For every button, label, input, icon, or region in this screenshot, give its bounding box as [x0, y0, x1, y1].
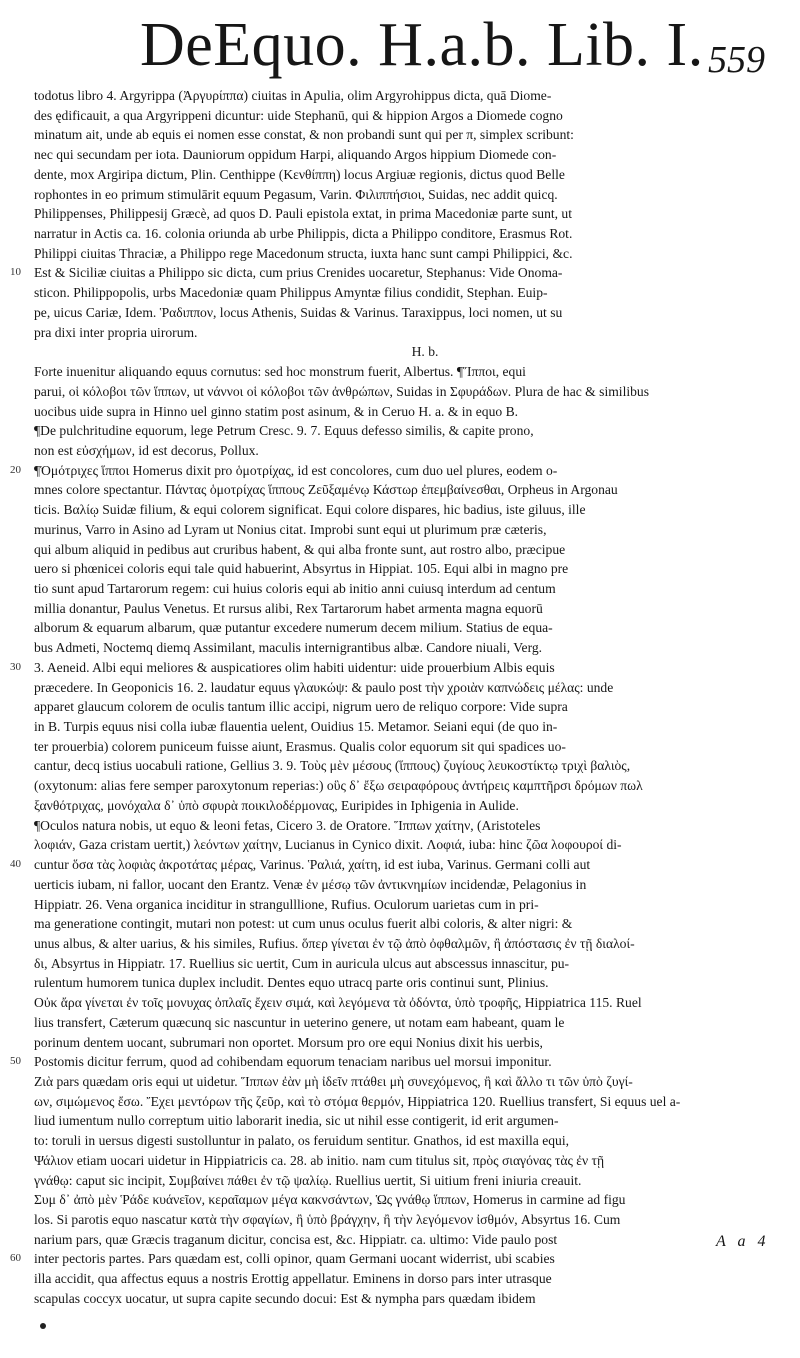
text-line: Postomis dicitur ferrum, quod ad cohibendam equorum tenaciam naribus uel morsui imponitur.	[34, 1054, 552, 1070]
text-line: parui, οἱ κόλοβοι τῶν ἵππων, ut νάννοι οἱ κόλοβοι τῶν ἀνθρώπων, Suidas in Σφυράδων. Plura de hac & similibus	[34, 383, 650, 399]
text-line: qui album aliquid in pedibus aut cruribus habent, & qui alba fronte sunt, aut rostro albo, præcipue	[34, 541, 566, 557]
text-line: uocibus uide supra in Hinno uel ginno statim post asinum, & in Ceruo H. a. & in equo B.	[34, 403, 519, 419]
text-line: nec qui secundam per iota. Dauniorum oppidum Harpi, aliquando Argos hippium Diomede con-	[34, 147, 557, 163]
text-line: des ędificauit, a qua Argyrippeni dicuntur: uide Stephanū, qui & hippion Argos a Diomede cogno	[34, 107, 563, 123]
text-line: ticis. Βαλίῳ Suidæ filium, & equi colorem significat. Equi colore dispares, hic badius, iste giluus, ille	[34, 502, 586, 518]
text-line: non est εὐσχήμων, id est decorus, Pollux.	[34, 442, 259, 458]
text-line: mnes colore spectantur. Πάντας ὁμοτρίχας ἵππους Ζεῦξαμένῳ Κάστωρ ἐπεμβαίνεσθαι, Orpheus in Argonau	[34, 482, 618, 498]
line-number-30: 30	[10, 661, 21, 673]
text-line: Ψάλιον etiam uocari uidetur in Hippiatricis ca. 28. ab initio. nam cum titulus sit, πρὸς σιαγόνας τὰς ἐν τῇ	[34, 1152, 605, 1168]
text-line: illa accidit, qua affectus equus a nostris Erottig appellatur. Eminens in dorso pars inter utrasque	[34, 1271, 552, 1287]
text-line: pe, uicus Cariæ, Idem. Ῥαδιππον, locus Athenis, Suidas & Varinus. Taraxippus, loci nomen, ut su	[34, 304, 563, 320]
text-line: unus albus, & alter uarius, & his similes, Rufius. ὅπερ γίνεται ἐν τῷ ἀπὸ ὀφθαλμῶν, ἢ ἀπόστασις ἐν τῇ διαλοί-	[34, 935, 635, 951]
text-line: narium pars, quæ Græcis traganum dicitur, concisa est, &c. Hippiatr. ca. ultimo: Vide paulo post	[34, 1231, 558, 1247]
text-line: γνάθῳ: caput sic incipit, Συμβαίνει πάθει ἐν τῷ ψαλίῳ. Ruellius uertit, Si uitium freni iniuria creauit.	[34, 1172, 582, 1188]
text-line: δι, Absyrtus in Hippiatr. 17. Ruellius sic uertit, Cum in auricula ulcus aut abscessus innascitur, pu-	[34, 955, 570, 971]
text-line: uerticis iubam, ni fallor, uocant den Erantz. Venæ ἐν μέσῳ τῶν ἀντικνημίων incidendæ, Pelagonius in	[34, 876, 587, 892]
text-line: rophontes in eo primum stimulārit equum Pegasum, Varin. Φιλιππήσιοι, Suidas, nec addit quicq.	[34, 186, 558, 202]
text-line: minatum ait, unde ab equis ei nomen esse constat, & non probandi sunt qui per π, simplex scribunt:	[34, 127, 574, 143]
text-line: narratur in Actis ca. 16. colonia oriunda ab urbe Philippis, dicta a Philippo conditore, Erasmus Rot.	[34, 226, 573, 242]
text-line: ¶Oculos natura nobis, ut equo & leoni fetas, Cicero 3. de Oratore. Ἵππων χαίτην, (Aristoteles	[34, 817, 541, 833]
line-number-40: 40	[10, 858, 21, 870]
text-line: in B. Turpis equus nisi colla iubæ flauentia uelent, Ouidius 15. Metamor. Seiani equi (de quo in-	[34, 719, 558, 735]
text-line: ¶Ὁμότριχες ἵπποι Homerus dixit pro ὁμοτρίχας, id est concolores, cum duo uel plures, eodem o-	[34, 462, 558, 478]
text-line: apparet glaucum colorem de oculis tantum illic accipi, nigrum uero de reliquo corpore: Vide supra	[34, 699, 568, 715]
text-line: cuntur ὅσα τὰς λοφιὰς ἀκροτάτας μέρας, Varinus. Ῥαλιά, χαίτη, id est iuba, Varinus. Germani colli aut	[34, 857, 591, 873]
line-number-20: 20	[10, 464, 21, 476]
text-line: Συμ δ᾽ ἀπὸ μὲν Ῥάδε κυάνεῖον, κεραῖαμων μέγα κακνσάντων, Ὡς γνάθῳ ἵππων, Homerus in carmine ad figu	[34, 1192, 626, 1208]
text-line: Philippenses, Philippesij Græcè, ad quos D. Pauli epistola extat, in prima Macedoniæ parte sunt, ut	[34, 206, 573, 222]
text-line: ma generatione contingit, mutari non potest: ut cum unus oculus fuerit albi coloris, & alter nigri: &	[34, 916, 573, 932]
line-number-50: 50	[10, 1055, 21, 1067]
running-title: DeEquo. H.a.b. Lib. I.	[140, 11, 704, 79]
text-line: sticon. Philippopolis, urbs Macedoniæ quam Philippus Amyntæ filius condidit, Stephan. Euip-	[34, 285, 548, 301]
text-line: Est & Siciliæ ciuitas a Philippo sic dicta, cum prius Crenides uocaretur, Stephanus: Vide Onoma-	[34, 265, 563, 281]
text-line: rulentum humorem tunica duplex includit. Dentes equo utracq parte oris continui sunt, Plinius.	[34, 975, 549, 991]
text-line: bus Admeti, Noctemq diemq Assimilant, maculis internigrantibus albæ. Candore niuali, Verg.	[34, 640, 543, 656]
line-number-10: 10	[10, 266, 21, 278]
text-line: ξανθότριχας, μονόχαλα δ᾽ ὑπὸ σφυρὰ ποικιλοδέρμονας, Euripides in Iphigenia in Aulide.	[34, 797, 519, 813]
text-line: Forte inuenitur aliquando equus cornutus: sed hoc monstrum fuerit, Albertus. ¶Ἵπποι, equi	[34, 364, 526, 380]
text-line: Ζιὰ pars quædam oris equi ut uidetur. Ἵππων ἐὰν μὴ ἰδεῖν πτάθει μὴ συνεχόμενος, ἢ καὶ ἄλλο τι τῶν ὑπὸ ζυγί-	[34, 1074, 633, 1089]
text-line: to: toruli in uersus digesti sustolluntur in palato, os feruidum sentitur. Gnathos, id est maxilla equi,	[34, 1133, 570, 1149]
signature-mark: A a 4	[716, 1233, 770, 1250]
text-line: uero si phœnicei coloris equi tale quid habuerint, Absyrtus in Hippiat. 105. Equi albi in magno pre	[34, 561, 569, 577]
text-line: murinus, Varro in Asino ad Lyram ut Nonius citat. Improbi sunt equi ut plurimum præ cæteris,	[34, 521, 547, 537]
text-line: cantur, decq istius uocabuli ratione, Gellius 3. 9. Τοὺς μὲν μέσους (ἵππους) ζυγίους λευκοστίκτῳ τριχὶ βαλιὸς,	[34, 758, 631, 774]
text-line: alborum & equarum albarum, quæ putantur excedere numerum decem milium. Statius de equa-	[34, 620, 553, 636]
text-line: scapulas coccyx uocatur, ut supra capite secundo docui: Est & nympha pars quædam ibidem	[34, 1290, 536, 1306]
text-line: præcedere. In Geoponicis 16. 2. laudatur equus γλαυκώψ: & paulo post τὴν χροιὰν καπνώδεις μέλας: unde	[34, 679, 614, 695]
text-line: Philippi ciuitas Thraciæ, a Philippo rege Macedonum structa, iuxta hanc sunt campi Philippici, &c.	[34, 245, 573, 261]
text-line: todotus libro 4. Argyrippa (Ἀργυρίππα) ciuitas in Apulia, olim Argyrohippus dicta, quā Diome-	[34, 88, 552, 103]
text-line: pra dixi inter propria uirorum.	[34, 324, 198, 340]
text-line: dente, mox Argiripa dictum, Plin. Centhippe (Κενθίππη) locus Argiuæ regionis, dictus quod Belle	[34, 166, 565, 182]
text-line: ¶De pulchritudine equorum, lege Petrum Cresc. 9. 7. Equus defesso similis, & capite prono,	[34, 423, 534, 439]
text-line: λοφιάν, Gaza cristam uertit,) λεόντων χαίτην, Lucianus in Cynico dixit. Λοφιά, iuba: hinc ζῶα λοφουροί di-	[34, 837, 622, 853]
running-head	[0, 10, 800, 90]
text-line: tio sunt apud Tartarorum regem: cui huius coloris equi ab initio anni cuiusq interdum ad centum	[34, 581, 556, 596]
text-line: ter prouerbia) colorem puniceum fuisse aiunt, Erasmus. Qualis color equorum sit qui spadices uo-	[34, 738, 566, 754]
text-line: inter pectoris partes. Pars quædam est, colli opinor, quam Germani uocant widerrist, ubi scabies	[34, 1251, 555, 1267]
text-line: lius transfert, Cæterum quæcunq sic nascuntur in ueterino genere, ut notam eam habeant, quam le	[34, 1014, 565, 1030]
text-line: millia donantur, Paulus Venetus. Et rursus alibi, Rex Tartarorum habet armenta magna equorū	[34, 600, 543, 616]
text-line: ων, σιμώμενος ἔσω. Ἔχει μεντόρων τῆς ζεῦρ, καὶ τὸ στόμα θερμόν, Hippiatrica 120. Ruellius transfert, Si equus uel a-	[34, 1093, 681, 1109]
text-line: Hippiatr. 26. Vena organica inciditur in strangulllione, Rufius. Oculorum uarietas cum in pri-	[34, 896, 539, 912]
text-line: H. b.	[411, 344, 439, 360]
page-number: 559	[708, 39, 765, 81]
text-line: 3. Aeneid. Albi equi meliores & auspicatiores olim habiti uidentur: uide prouerbium Albis equis	[34, 659, 555, 675]
text-line: los. Si parotis equo nascatur κατὰ τὴν σφαγίων, ἢ ὑπὸ βράγχην, ἢ τὴν λεγόμενον ἰσθμόν, Absyrtus 16. Cum	[34, 1212, 621, 1228]
ink-spot	[40, 1323, 46, 1329]
text-line: liud iumentum nullo correptum uitio laborarit inedia, sic ut nihil esse contigerit, id erit argumen-	[34, 1113, 559, 1129]
text-line: porinum dentem uocant, subrumari non oportet. Morsum pro ore equi Nonius dixit his uerbis,	[34, 1034, 543, 1050]
text-line: (oxytonum: alias fere semper paroxytonum reperias:) οὓς δ᾽ ἔξω σειραφόρους ἀντήρεις καμπτῆρσι δρόμων πωλ	[34, 778, 643, 794]
line-number-60: 60	[10, 1252, 21, 1264]
text-line: Οὐκ ἄρα γίνεται ἐν τοῖς μονυχας ὀπλαῖς ἔχειν σιμά, καὶ λεγόμενα τὰ ὀδόντα, ὑπὸ τροφῆς, Hippiatrica 115. Ruel	[34, 995, 642, 1011]
